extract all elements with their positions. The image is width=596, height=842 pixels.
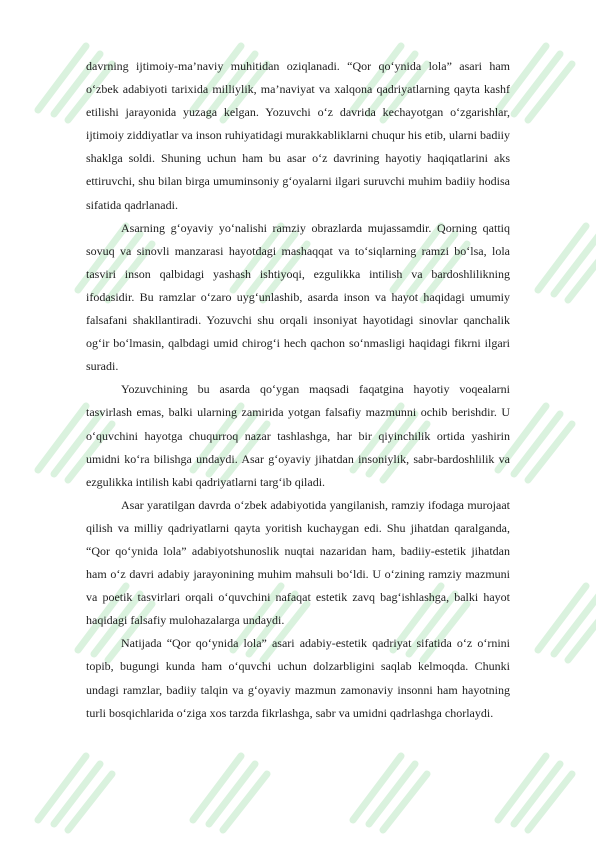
watermark-stroke (538, 586, 586, 650)
watermark-stroke (528, 64, 572, 120)
watermark-stroke (538, 226, 586, 290)
watermark-stroke (528, 424, 572, 480)
watermark-stroke (38, 46, 86, 110)
paragraph-3: Yozuvchining bu asarda qo‘ygan maqsadi faqatgina hayotiy voqealarni tasvirlash emas, balki ularning zamirida yotgan falsafiy mazmunni ochib berishdir. U o‘quvchini hayotga chuqurroq nazar tashlashga, har bir qiyinchilik ortida yashirin umidni ko‘ra bilishga undaydi. Asar g‘oyaviy jihatdan insoniylik, sabr-bardoshlilik va ezgulikka intilish kabi qadriyatlarni targ‘ib qiladi. (86, 382, 510, 489)
watermark-stroke (514, 54, 560, 114)
watermark-stroke (568, 604, 596, 660)
watermark-stroke (568, 244, 596, 300)
paragraph-2: Asarning g‘oyaviy yo‘nalishi ramziy obrazlarda mujassamdir. Qorning qattiq sovuq va sinovli manzarasi hayotdagi mashaqqat va to‘siqlarning ramzi bo‘lsa, lola tasviri inson qalbidagi yashash ishtiyoqi, ezgulikka intilish va bardoshlilikning ifodasidir. Bu ramzlar o‘zaro uyg‘unlashib, asarda inson va hayot haqidagi umumiy falsafani shakllantiradi. Yozuvchi shu orqali insoniyat hayotidagi sinovlar qanchalik og‘ir bo‘lmasin, qalbdagi umid chirog‘i hech qachon so‘nmasligi haqidagi fikrni ilgari suradi. (86, 220, 510, 374)
watermark-stroke (514, 764, 560, 824)
paragraph-4: Asar yaratilgan davrda o‘zbek adabiyotida yangilanish, ramziy ifodaga murojaat qilish va milliy qadriyatlarni qayta yoritish kuchaygan edi. Shu jihatdan qaralganda, “Qor qo‘ynida lola” adabiyotshunoslik nuqtai nazaridan ham, badiiy-estetik jihatdan ham o‘z davri adabiy jarayonining muhim mahsuli bo‘ldi. U o‘zining ramziy mazmuni va poetik tasvirlari orqali o‘quvchini nafaqat estetik zavq bag‘ishlashga, balki hayot haqidagi falsafiy mulohazalarga undaydi. (86, 497, 510, 628)
watermark-stroke (554, 234, 596, 294)
watermark-stroke (383, 774, 427, 830)
paragraph-5: Natijada “Qor qo‘ynida lola” asari adabiy-estetik qadriyat sifatida o‘z o‘rnini topib, bugungi kunda ham o‘quvchi uchun dolzarbligini saqlab kelmoqda. Chunki undagi ramzlar, badiiy talqin va g‘oyaviy mazmun zamonaviy insonni ham hayotning turli bosqichlarida o‘ziga xos tarzda fikrlashga, sabr va umidni qadrlashga chorlaydi. (86, 636, 510, 720)
watermark-stroke (54, 764, 100, 824)
watermark-stroke (554, 594, 596, 654)
watermark-stroke (209, 764, 255, 824)
watermark-stroke (353, 756, 401, 820)
watermark-stroke (193, 756, 241, 820)
watermark-stroke (528, 774, 572, 830)
document-body (86, 55, 510, 725)
watermark-stroke (223, 774, 267, 830)
paragraph-1: davrning ijtimoiy-ma’naviy muhitidan oziqlanadi. “Qor qo‘ynida lola” asari ham o‘zbek adabiyoti tarixida milliylik, ma’naviyat va xalqona qadriyatlarning qayta kashf etilishi jarayonida yuzaga kelgan. Yozuvchi o‘z davrida kechayotgan o‘zgarishlar, ijtimoiy ziddiyatlar va inson ruhiyatidagi murakkabliklarni chuqur his etib, ularni badiiy shaklga soldi. Shuning uchun ham bu asar o‘z davrining hayotiy haqiqatlarini aks ettiruvchi, shu bilan birga umuminsoniy g‘oyalarni ilgari suruvchi muhim badiiy hodisa sifatida qadrlanadi. (86, 59, 510, 212)
watermark-stroke (369, 764, 415, 824)
watermark-stroke (514, 414, 560, 474)
watermark-stroke (68, 774, 112, 830)
watermark-stroke (38, 756, 86, 820)
watermark-stroke (38, 406, 86, 470)
watermark-stroke (498, 756, 546, 820)
